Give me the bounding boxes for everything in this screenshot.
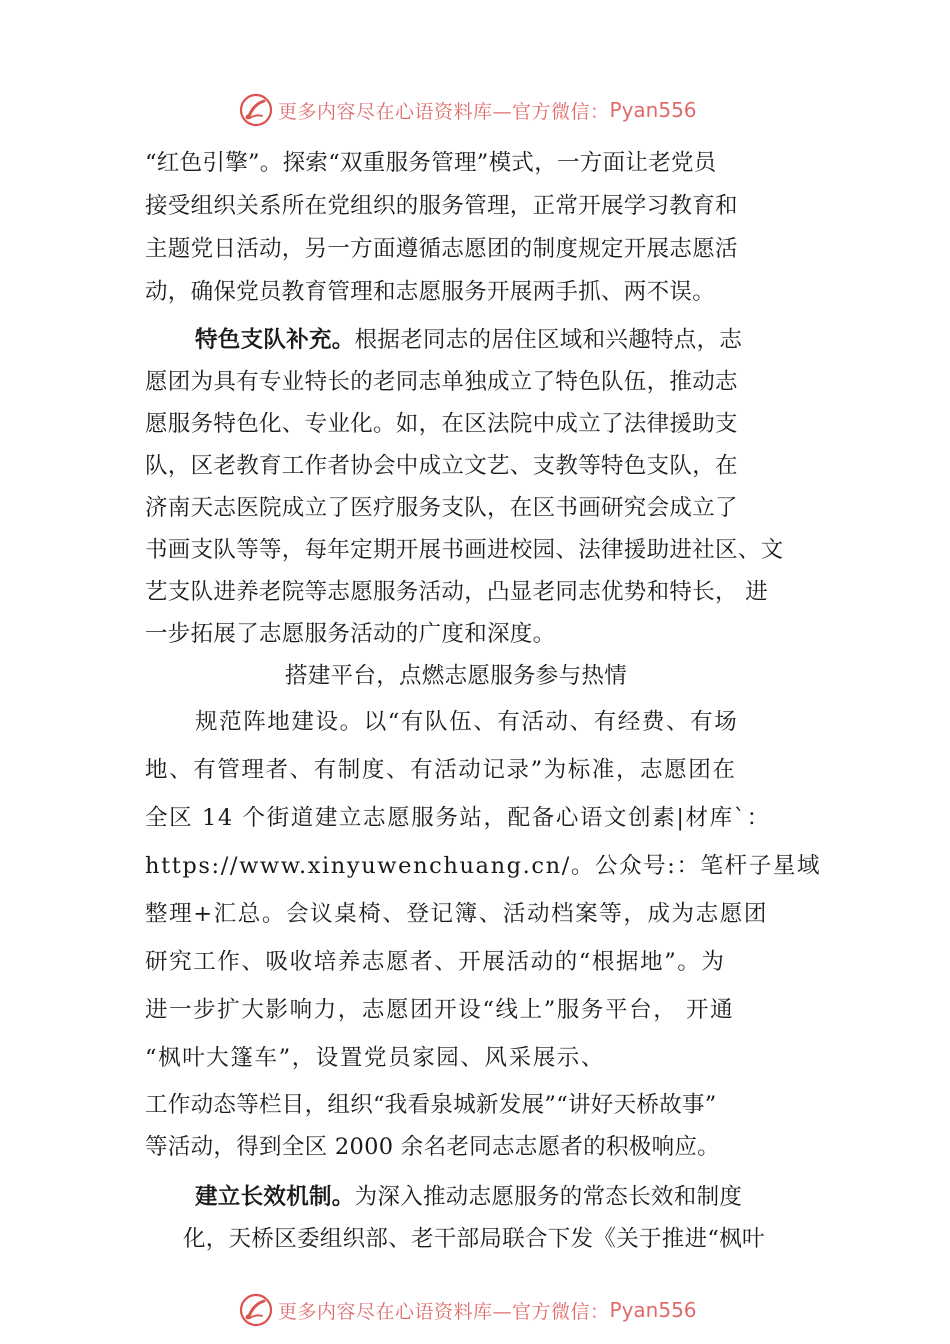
paragraph-line: 进一步扩大影响力，志愿团开设“线上”服务平台， 开通 (145, 997, 735, 1023)
paragraph-lead: 建立长效机制。 (195, 1184, 355, 1210)
paragraph-line: 愿服务特色化、专业化。如，在区法院中成立了法律援助支 (145, 411, 738, 437)
paragraph-first-line (195, 325, 742, 355)
paragraph-line: https://www.xinyuwenchuang.cn/。公众号:：笔杆子星域 (145, 853, 822, 879)
paragraph-text: 为深入推动志愿服务的常态长效和制度 (354, 1184, 743, 1210)
section-heading: 搭建平台，点燃志愿服务参与热情 (285, 663, 628, 689)
paragraph-line: 主题党日活动，另一方面遵循志愿团的制度规定开展志愿活 (145, 236, 738, 262)
brush-logo-icon (238, 1292, 274, 1328)
banner-text: 更多内容尽在心语资料库—官方微信： (278, 100, 610, 123)
banner-text: 更多内容尽在心语资料库—官方微信： (278, 1300, 610, 1323)
paragraph-line: 接受组织关系所在党组织的服务管理，正常开展学习教育和 (145, 193, 738, 219)
banner-wechat-id: Pyan556 (609, 98, 697, 122)
paragraph-line: 动，确保党员教育管理和志愿服务开展两手抓、两不误。 (145, 279, 716, 305)
paragraph-line: 书画支队等等，每年定期开展书画进校园、法律援助进社区、文 (145, 537, 784, 563)
paragraph-line: “枫叶大篷车”，设置党员家园、风采展示、 (145, 1045, 606, 1071)
paragraph-line: 等活动，得到全区 2000 余名老同志志愿者的积极响应。 (145, 1134, 720, 1160)
paragraph-line: 地、有管理者、有制度、有活动记录”为标准，志愿团在 (145, 757, 737, 783)
paragraph-line: 艺支队进养老院等志愿服务活动，凸显老同志优势和特长， 进 (145, 579, 769, 605)
paragraph-lead: 特色支队补充。 (195, 327, 355, 353)
paragraph-line: 化，天桥区委组织部、老干部局联合下发《关于推进“枫叶 (183, 1226, 765, 1252)
paragraph-line: “红色引擎”。探索“双重服务管理”模式，一方面让老党员 (145, 150, 717, 176)
header-banner (238, 90, 697, 130)
paragraph-line: 规范阵地建设。以“有队伍、有活动、有经费、有场 (195, 709, 739, 735)
banner-wechat-id: Pyan556 (609, 1298, 697, 1322)
paragraph-line: 愿团为具有专业特长的老同志单独成立了特色队伍，推动志 (145, 369, 738, 395)
paragraph-line: 队，区老教育工作者协会中成立文艺、支教等特色支队，在 (145, 453, 738, 479)
paragraph-line: 全区 14 个街道建立志愿服务站，配备心语文创素|材库`： (145, 805, 771, 831)
paragraph-first-line (195, 1182, 742, 1212)
paragraph-line: 整理+汇总。会议桌椅、登记簿、活动档案等，成为志愿团 (145, 901, 768, 927)
brush-logo-icon (238, 92, 274, 128)
paragraph-line: 济南天志医院成立了医疗服务支队，在区书画研究会成立了 (145, 495, 738, 521)
paragraph-line: 一步拓展了志愿服务活动的广度和深度。 (145, 621, 556, 647)
paragraph-line: 工作动态等栏目，组织“我看泉城新发展”“讲好天桥故事” (145, 1092, 717, 1118)
footer-banner (238, 1290, 697, 1330)
paragraph-line: 研究工作、吸收培养志愿者、开展活动的“根据地”。为 (145, 949, 726, 975)
paragraph-text: 根据老同志的居住区域和兴趣特点，志 (354, 327, 743, 353)
